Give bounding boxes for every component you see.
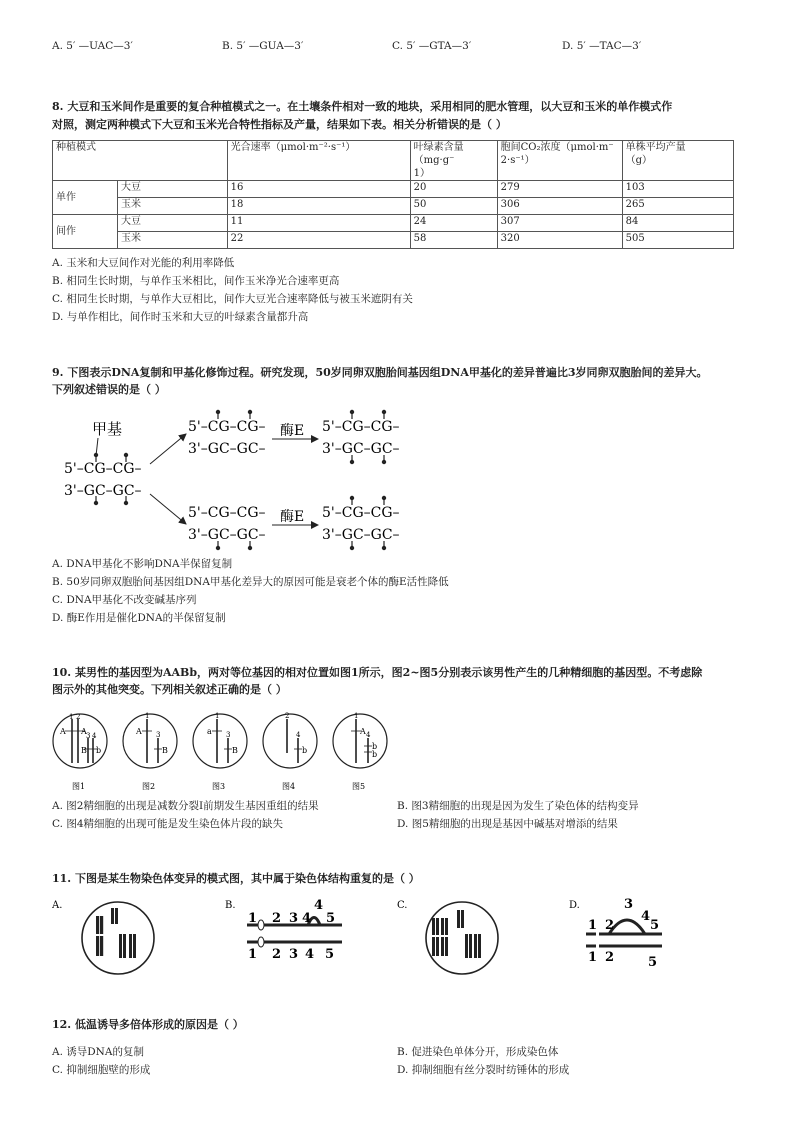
crop-cell: 大豆 <box>118 181 228 198</box>
q12-option-b: B. 促进染色单体分开，形成染色体 <box>397 1046 559 1058</box>
fig2-caption: 图2 <box>142 782 156 791</box>
gene-label: A <box>81 727 87 736</box>
gene-number: 4 <box>302 911 312 926</box>
gene-number: 1 <box>248 947 258 962</box>
gene-label: B <box>81 746 87 755</box>
enzyme-e-label: 酶E <box>280 509 305 525</box>
cell-fig2 <box>123 712 177 791</box>
chromosome-number: 4 <box>92 732 97 740</box>
fig3-caption: 图3 <box>212 782 226 791</box>
q7-option-b: B. 5′ —GUA—3′ <box>222 40 304 52</box>
cell-membrane <box>193 714 247 768</box>
q10-stem-line1: 10. 某男性的基因型为AABb，两对等位基因的相对位置如图1所示，图2~图5分别表示该男性产生的几种精细胞的基因型。不考虑除 <box>52 666 703 679</box>
product1-top: 5'–CG–CG– <box>322 419 400 435</box>
q9-option-c: C. DNA甲基化不改变碱基序列 <box>52 594 197 606</box>
gene-label: b <box>96 746 102 755</box>
value-cell: 320 <box>497 232 622 249</box>
q12-option-d: D. 抑制细胞有丝分裂时纺锤体的形成 <box>397 1064 570 1076</box>
q9-stem-line1: 9. 下图表示DNA复制和甲基化修饰过程。研究发现，50岁同卵双胞胎间基因组DNA甲基化的差异普遍比3岁同卵双胞胎间的差异大。 <box>52 366 708 379</box>
chromosome-number: 2 <box>76 713 81 721</box>
q8-stem-line2: 对照，测定两种模式下大豆和玉米光合特性指标及产量，结果如下表。相关分析错误的是（ ） <box>52 118 507 131</box>
q8-stem-line1: 8. 大豆和玉米间作是重要的复合种植模式之一。在土壤条件相对一致的地块，采用相同的肥水管理，以大豆和玉米的单作模式作 <box>52 100 673 113</box>
chromosome-number: 4 <box>366 731 371 739</box>
q7-option-d: D. 5′ —TAC—3′ <box>562 40 642 52</box>
chromosome-number: 3 <box>86 732 91 740</box>
q11-label-b: B. <box>225 900 236 911</box>
product2-bottom: 3'–GC–GC– <box>322 527 400 543</box>
cell-fig1 <box>53 713 107 791</box>
gene-label: A <box>60 727 66 736</box>
gene-number: 3 <box>289 947 299 962</box>
value-cell: 307 <box>497 215 622 232</box>
cell-membrane <box>53 714 107 768</box>
fig4-caption: 图4 <box>282 782 296 791</box>
chromosome <box>119 934 122 958</box>
q9-stem-line2: 下列叙述错误的是（ ） <box>52 383 166 396</box>
header-yield: 单株平均产量 （g） <box>622 141 733 181</box>
q9-option-d: D. 酶E作用是催化DNA的半保留复制 <box>52 612 226 624</box>
chromosome-number: 2 <box>285 712 290 720</box>
cell-c-chromosomes <box>431 910 481 958</box>
value-cell: 11 <box>227 215 410 232</box>
gene-number: 2 <box>605 918 615 933</box>
chromosome <box>129 934 132 958</box>
gene-label: b <box>372 742 378 751</box>
value-cell: 279 <box>497 181 622 198</box>
cell-a-chromosomes <box>95 908 136 958</box>
cell-fig3 <box>193 712 247 791</box>
value-cell: 505 <box>622 232 733 249</box>
gene-label: B <box>162 746 168 755</box>
value-cell: 265 <box>622 198 733 215</box>
q10-option-d: D. 图5精细胞的出现是基因中碱基对增添的结果 <box>397 818 618 830</box>
q7-option-c: C. 5′ —GTA—3′ <box>392 40 472 52</box>
cell-fig5 <box>333 712 387 791</box>
centromere <box>431 935 449 937</box>
q10-option-c: C. 图4精细胞的出现可能是发生染色体片段的缺失 <box>52 818 284 830</box>
chromosome <box>115 908 118 924</box>
chromosome-number: 4 <box>296 731 301 739</box>
value-cell: 84 <box>622 215 733 232</box>
chromosome <box>461 910 464 928</box>
value-cell: 20 <box>410 181 497 198</box>
value-cell: 103 <box>622 181 733 198</box>
cell-membrane <box>333 714 387 768</box>
value-cell: 24 <box>410 215 497 232</box>
q11-label-c: C. <box>397 900 408 911</box>
chromosome <box>469 934 472 958</box>
gene-number: 5 <box>326 911 336 926</box>
table-row <box>53 232 734 249</box>
gene-number: 3 <box>624 897 634 912</box>
gene-label: A <box>136 727 142 736</box>
crop-cell: 玉米 <box>118 232 228 249</box>
gene-number: 3 <box>289 911 299 926</box>
gene-label: b <box>372 750 378 759</box>
chromosome <box>474 934 477 958</box>
parent-top-strand: 5'–CG–CG– <box>64 461 142 477</box>
gene-number: 5 <box>648 955 658 970</box>
centromere-gap <box>596 932 599 948</box>
chromosome-number: 1 <box>215 712 220 720</box>
q10-stem-line2: 图示外的其他突变。下列相关叙述正确的是（ ） <box>52 683 287 696</box>
replication-arrow-up <box>150 434 186 464</box>
q11-chromosome-figures <box>52 896 672 976</box>
chromosome-pair-b <box>247 898 342 962</box>
chromosome <box>133 934 136 958</box>
value-cell: 18 <box>227 198 410 215</box>
q10-option-b: B. 图3精细胞的出现是因为发生了染色体的结构变异 <box>397 800 639 812</box>
gene-label: B <box>232 746 238 755</box>
enzyme-e-label: 酶E <box>280 423 305 439</box>
gene-number: 2 <box>272 911 282 926</box>
centromere <box>258 937 264 947</box>
chromosome-loop <box>609 920 645 934</box>
q12-option-a: A. 诱导DNA的复制 <box>52 1046 144 1058</box>
gene-number: 1 <box>588 950 598 965</box>
gene-number: 2 <box>272 947 282 962</box>
q11-label-d: D. <box>569 900 580 911</box>
replication-arrow-down <box>150 494 186 524</box>
gene-number: 4 <box>641 909 651 924</box>
chromosome-number: 1 <box>145 712 150 720</box>
daughter2-bottom: 3'–GC–GC– <box>188 527 266 543</box>
q11-label-a: A. <box>52 900 63 911</box>
chromosome <box>457 910 460 928</box>
parent-bottom-strand: 3'–GC–GC– <box>64 483 142 499</box>
q7-option-a: A. 5′ —UAC—3′ <box>52 40 133 52</box>
gene-label: b <box>302 746 308 755</box>
gene-label: A <box>360 727 366 736</box>
gene-number: 1 <box>248 911 258 926</box>
gene-number: 4 <box>314 898 324 913</box>
daughter1-bottom: 3'–GC–GC– <box>188 441 266 457</box>
chromosome-number: 3 <box>156 731 161 739</box>
q10-cells-figure <box>50 705 390 797</box>
q9-option-b: B. 50岁同卵双胞胎间基因组DNA甲基化差异大的原因可能是衰老个体的酶E活性降低 <box>52 576 449 588</box>
q8-option-c: C. 相同生长时期，与单作大豆相比，间作大豆光合速率降低与被玉米遮阴有关 <box>52 293 413 305</box>
fig1-caption: 图1 <box>72 782 86 791</box>
q8-data-table <box>52 140 734 249</box>
q11-stem: 11. 下图是某生物染色体变异的模式图，其中属于染色体结构重复的是（ ） <box>52 872 420 885</box>
chromosome-number: 1 <box>354 712 359 720</box>
crop-cell: 玉米 <box>118 198 228 215</box>
gene-number: 4 <box>305 947 315 962</box>
daughter1-top: 5'–CG–CG– <box>188 419 266 435</box>
value-cell: 16 <box>227 181 410 198</box>
value-cell: 58 <box>410 232 497 249</box>
table-row <box>53 181 734 198</box>
table-row <box>53 215 734 232</box>
dna-methylation-figure <box>58 404 418 552</box>
daughter2-top: 5'–CG–CG– <box>188 505 266 521</box>
fig5-caption: 图5 <box>352 782 366 791</box>
q12-option-c: C. 抑制细胞壁的形成 <box>52 1064 151 1076</box>
chromosome-pair-d <box>586 897 662 970</box>
q10-option-a: A. 图2精细胞的出现是减数分裂Ⅰ前期发生基因重组的结果 <box>52 800 319 812</box>
chromosome <box>478 934 481 958</box>
mode-cell: 单作 <box>53 181 118 215</box>
q8-option-b: B. 相同生长时期，与单作玉米相比，间作玉米净光合速率更高 <box>52 275 340 287</box>
gene-number: 2 <box>605 950 615 965</box>
chromosome <box>465 934 468 958</box>
methyl-label: 甲基 <box>92 420 123 438</box>
value-cell: 50 <box>410 198 497 215</box>
gene-number: 5 <box>650 918 660 933</box>
chromosome-number: 3 <box>226 731 231 739</box>
cell-fig4 <box>263 712 317 791</box>
header-photo: 光合速率（μmol·m⁻²·s⁻¹） <box>227 141 410 181</box>
gene-number: 1 <box>588 918 598 933</box>
crop-cell: 大豆 <box>118 215 228 232</box>
chromosome-number: 1 <box>69 713 74 721</box>
header-co2: 胞间CO₂浓度（μmol·m⁻ 2·s⁻¹） <box>497 141 622 181</box>
gene-number: 5 <box>325 947 335 962</box>
q12-stem: 12. 低温诱导多倍体形成的原因是（ ） <box>52 1018 244 1031</box>
header-mode: 种植模式 <box>53 141 228 181</box>
product2-top: 5'–CG–CG– <box>322 505 400 521</box>
chromosome <box>123 934 126 958</box>
cell-membrane <box>123 714 177 768</box>
table-row <box>53 198 734 215</box>
value-cell: 22 <box>227 232 410 249</box>
product1-bottom: 3'–GC–GC– <box>322 441 400 457</box>
gene-label: a <box>207 727 212 736</box>
mode-cell: 间作 <box>53 215 118 249</box>
q9-option-a: A. DNA甲基化不影响DNA半保留复制 <box>52 558 233 570</box>
value-cell: 306 <box>497 198 622 215</box>
centromere <box>95 934 104 936</box>
centromere <box>258 920 264 930</box>
chromosome <box>111 908 114 924</box>
q8-option-a: A. 玉米和大豆间作对光能的利用率降低 <box>52 257 235 269</box>
cell-membrane <box>263 714 317 768</box>
q8-option-d: D. 与单作相比，间作时玉米和大豆的叶绿素含量都升高 <box>52 311 309 323</box>
header-chl: 叶绿素含量（mg·g⁻ 1） <box>410 141 497 181</box>
